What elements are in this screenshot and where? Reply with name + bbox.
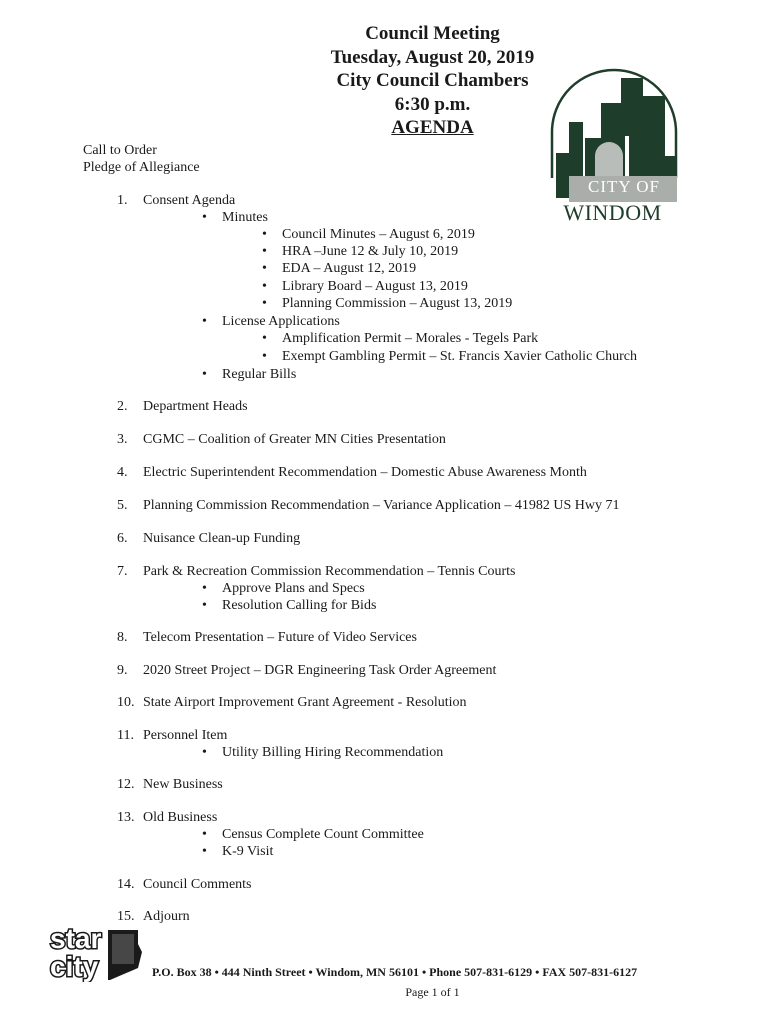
meeting-location: City Council Chambers <box>336 70 529 91</box>
list-item: • License Applications <box>202 314 340 329</box>
agenda-item-5: 5. Planning Commission Recommendation – Variance Application – 41982 US Hwy 71 <box>117 498 620 513</box>
list-item: • Regular Bills <box>202 367 297 382</box>
agenda-item-4: 4. Electric Superintendent Recommendation – Domestic Abuse Awareness Month <box>117 465 587 480</box>
item-number: 1. <box>117 193 128 208</box>
footer-address: P.O. Box 38 • 444 Ninth Street • Windom, MN 56101 • Phone 507-831-6129 • FAX 507-831-6127 <box>152 965 638 979</box>
agenda-item-2: 2. Department Heads <box>117 399 248 414</box>
meeting-date: Tuesday, August 20, 2019 <box>330 46 535 68</box>
list-item: • K-9 Visit <box>202 844 274 859</box>
agenda-heading: AGENDA <box>391 117 474 138</box>
agenda-item-6: 6. Nuisance Clean-up Funding <box>117 531 301 546</box>
list-item: • Council Minutes – August 6, 2019 <box>262 227 475 242</box>
agenda-item-3: 3. CGMC – Coalition of Greater MN Cities Presentation <box>117 432 446 447</box>
star-city-logo-word1: star <box>50 923 102 954</box>
list-item: • Resolution Calling for Bids <box>202 598 377 613</box>
agenda-item-1 <box>117 192 235 209</box>
star-city-logo-word2: city <box>50 951 99 982</box>
agenda-item-13: 13. Old Business <box>117 810 218 825</box>
logo-windom-text: WINDOM <box>563 200 662 225</box>
list-item: • Approve Plans and Specs <box>202 581 365 596</box>
agenda-item-14: 14. Council Comments <box>117 877 252 892</box>
agenda-item-8: 8. Telecom Presentation – Future of Video Services <box>117 630 417 645</box>
meeting-time: 6:30 p.m. <box>394 93 471 115</box>
list-item: • Planning Commission – August 13, 2019 <box>262 296 513 311</box>
agenda-item-15: 15. Adjourn <box>117 909 190 924</box>
list-item: • Amplification Permit – Morales - Tegels Park <box>262 331 539 346</box>
logo-city-of-text: CITY OF <box>587 177 660 196</box>
agenda-item-7: 7. Park & Recreation Commission Recommendation – Tennis Courts <box>117 564 516 579</box>
call-to-order: Call to Order <box>83 143 157 158</box>
agenda-item-9: 9. 2020 Street Project – DGR Engineering Task Order Agreement <box>117 663 497 678</box>
list-item: • Minutes <box>202 210 268 225</box>
agenda-item-10: 10. State Airport Improvement Grant Agreement - Resolution <box>117 695 467 710</box>
list-item: • Utility Billing Hiring Recommendation <box>202 745 444 760</box>
list-item: • EDA – August 12, 2019 <box>262 261 417 276</box>
meeting-title: Council Meeting <box>365 23 500 44</box>
agenda-item-11: 11. Personnel Item <box>117 728 228 743</box>
pledge-of-allegiance: Pledge of Allegiance <box>83 160 200 175</box>
list-item: • Library Board – August 13, 2019 <box>262 279 468 294</box>
agenda-intro <box>83 142 200 176</box>
list-item: • Exempt Gambling Permit – St. Francis Xavier Catholic Church <box>262 349 637 364</box>
agenda-item-12: 12. New Business <box>117 777 223 792</box>
star-city-logo <box>48 922 144 982</box>
item-label: Consent Agenda <box>143 193 236 208</box>
page-number: Page 1 of 1 <box>405 985 460 999</box>
list-item: • Census Complete Count Committee <box>202 827 424 842</box>
list-item: • HRA –June 12 & July 10, 2019 <box>262 244 459 259</box>
